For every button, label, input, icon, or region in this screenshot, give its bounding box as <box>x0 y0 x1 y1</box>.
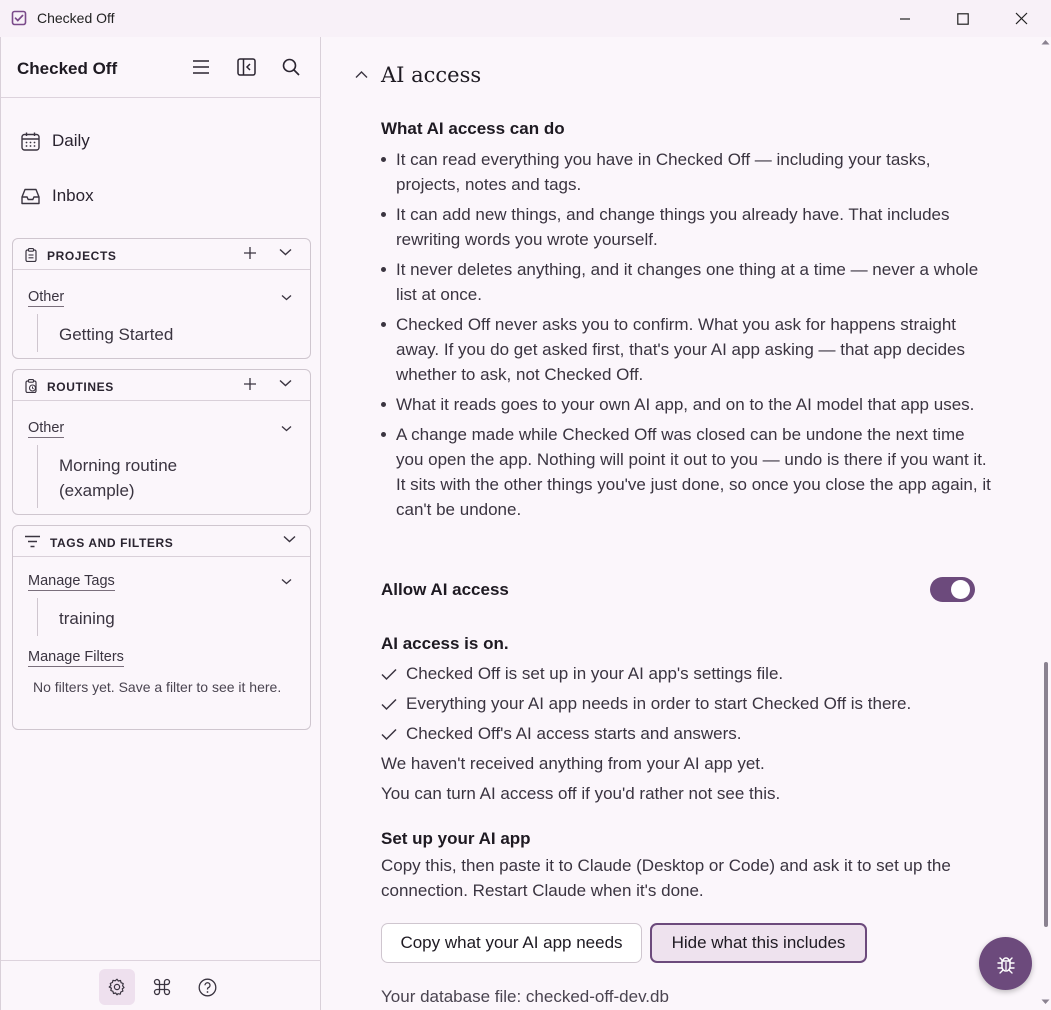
routines-panel-title: ROUTINES <box>47 380 114 394</box>
list-item: Checked Off never asks you to confirm. What you ask for happens straight away. If you do get asked first, that's your AI app asking — that app decides whether to ask, not Checked Off. <box>381 312 991 387</box>
setup-text: Copy this, then paste it to Claude (Desktop or Code) and ask it to set up the connection. Restart Claude when it's done. <box>381 856 951 900</box>
nav-inbox[interactable] <box>21 182 94 210</box>
check-text: Everything your AI app needs in order to start Checked Off is there. <box>406 694 912 713</box>
collapse-section-button[interactable] <box>355 70 368 79</box>
projects-group-other[interactable]: Other <box>28 289 65 305</box>
collapse-sidebar-button[interactable] <box>234 55 258 79</box>
checkmark-icon <box>381 668 406 681</box>
sidebar-header <box>1 37 321 98</box>
filter-icon <box>24 535 41 548</box>
command-icon <box>153 978 171 996</box>
status-title: AI access is on. <box>381 634 509 653</box>
check-text: Checked Off is set up in your AI app's settings file. <box>406 664 784 683</box>
projects-panel-title: PROJECTS <box>47 249 117 263</box>
title-bar <box>0 0 1051 37</box>
allow-ai-row <box>381 577 975 605</box>
manage-tags-link[interactable]: Manage Tags <box>28 573 115 589</box>
list-item: It never deletes anything, and it changes one thing at a time — never a whole list at once. <box>381 257 991 307</box>
allow-ai-toggle[interactable] <box>930 577 975 602</box>
add-project-button[interactable] <box>243 246 257 260</box>
inbox-icon <box>21 188 40 205</box>
chevron-down-icon[interactable] <box>281 425 292 433</box>
projects-panel <box>12 238 311 359</box>
status-note: We haven't received anything from your AI app yet. <box>381 754 765 773</box>
hide-details-button[interactable]: Hide what this includes <box>650 923 867 963</box>
tree-guide-line <box>37 445 38 508</box>
window-title: Checked Off <box>37 10 115 26</box>
app-checkbox-icon <box>11 10 27 26</box>
nav-daily-label: Daily <box>52 131 90 150</box>
scroll-down-arrow[interactable] <box>1041 999 1050 1005</box>
toggle-knob <box>951 580 970 599</box>
check-row <box>381 694 911 714</box>
add-routine-button[interactable] <box>243 377 257 391</box>
chevron-down-icon[interactable] <box>281 294 292 302</box>
sidebar-footer <box>1 960 321 1010</box>
close-icon <box>1015 12 1028 25</box>
routines-group-other[interactable]: Other <box>28 420 65 436</box>
chevron-down-icon[interactable] <box>281 578 292 586</box>
check-row <box>381 724 742 744</box>
settings-main <box>321 37 1043 1010</box>
list-item: It can add new things, and change things you already have. That includes rewriting words you wrote yourself. <box>381 202 991 252</box>
settings-button[interactable] <box>99 969 135 1005</box>
projects-panel-header[interactable] <box>13 239 310 270</box>
maximize-button[interactable] <box>934 0 992 37</box>
hamburger-icon <box>192 59 210 75</box>
minimize-button[interactable] <box>876 0 934 37</box>
gear-icon <box>108 978 126 996</box>
status-note: You can turn AI access off if you'd rather not see this. <box>381 784 781 803</box>
search-button[interactable] <box>279 55 303 79</box>
bug-report-button[interactable] <box>979 937 1032 990</box>
can-do-list <box>381 147 991 527</box>
search-icon <box>282 58 300 76</box>
minimize-icon <box>899 13 911 25</box>
setup-title: Set up your AI app <box>381 829 531 848</box>
section-title: AI access <box>381 63 482 87</box>
check-text: Checked Off's AI access starts and answers. <box>406 724 742 743</box>
database-file-label: Your database file: checked-off-dev.db <box>381 987 669 1006</box>
sidebar-collapse-icon <box>237 58 256 76</box>
menu-button[interactable] <box>189 55 213 79</box>
tags-filters-panel-title: TAGS AND FILTERS <box>50 536 174 550</box>
manage-filters-link[interactable]: Manage Filters <box>28 649 124 665</box>
tree-guide-line <box>37 598 38 636</box>
help-circle-icon <box>198 978 217 997</box>
scroll-up-arrow[interactable] <box>1041 39 1050 45</box>
tree-guide-line <box>37 314 38 352</box>
copy-config-button[interactable]: Copy what your AI app needs <box>381 923 642 963</box>
scrollbar-thumb[interactable] <box>1044 662 1048 927</box>
checkmark-icon <box>381 698 406 711</box>
routine-clipboard-icon <box>25 379 38 393</box>
list-item: What it reads goes to your own AI app, and on to the AI model that app uses. <box>381 392 991 417</box>
chevron-up-icon <box>355 70 368 79</box>
tags-filters-panel-header[interactable] <box>13 526 310 557</box>
routine-item-morning[interactable]: Morning routine (example) <box>59 456 178 500</box>
clipboard-icon <box>25 248 37 262</box>
calendar-icon <box>21 132 40 151</box>
routines-panel-header[interactable] <box>13 370 310 401</box>
sidebar <box>0 37 321 1010</box>
nav-daily[interactable] <box>21 127 90 155</box>
chevron-down-icon[interactable] <box>279 378 292 388</box>
filters-empty-note: No filters yet. Save a filter to see it here. <box>33 679 282 695</box>
close-button[interactable] <box>992 0 1050 37</box>
check-row <box>381 664 783 684</box>
keyboard-shortcuts-button[interactable] <box>144 969 180 1005</box>
sidebar-app-title: Checked Off <box>17 59 118 78</box>
tags-filters-panel <box>12 525 311 730</box>
chevron-down-icon[interactable] <box>279 247 292 257</box>
chevron-down-icon[interactable] <box>283 534 296 544</box>
tag-item-training[interactable]: training <box>59 609 115 628</box>
nav-inbox-label: Inbox <box>52 186 94 205</box>
can-do-title: What AI access can do <box>381 119 565 138</box>
routines-panel <box>12 369 311 515</box>
bug-icon <box>995 953 1017 975</box>
allow-ai-label: Allow AI access <box>381 580 509 599</box>
checkmark-icon <box>381 728 406 741</box>
project-item-getting-started[interactable]: Getting Started <box>59 325 174 344</box>
list-item: It can read everything you have in Checked Off — including your tasks, projects, notes and tags. <box>381 147 991 197</box>
list-item: A change made while Checked Off was closed can be undone the next time you open the app. Nothing will point it out to you — undo is there if you want it. It sits with the other things you've just done, so once you close the app again, it can't be undone. <box>381 422 991 522</box>
maximize-icon <box>957 13 969 25</box>
help-button[interactable] <box>189 969 225 1005</box>
